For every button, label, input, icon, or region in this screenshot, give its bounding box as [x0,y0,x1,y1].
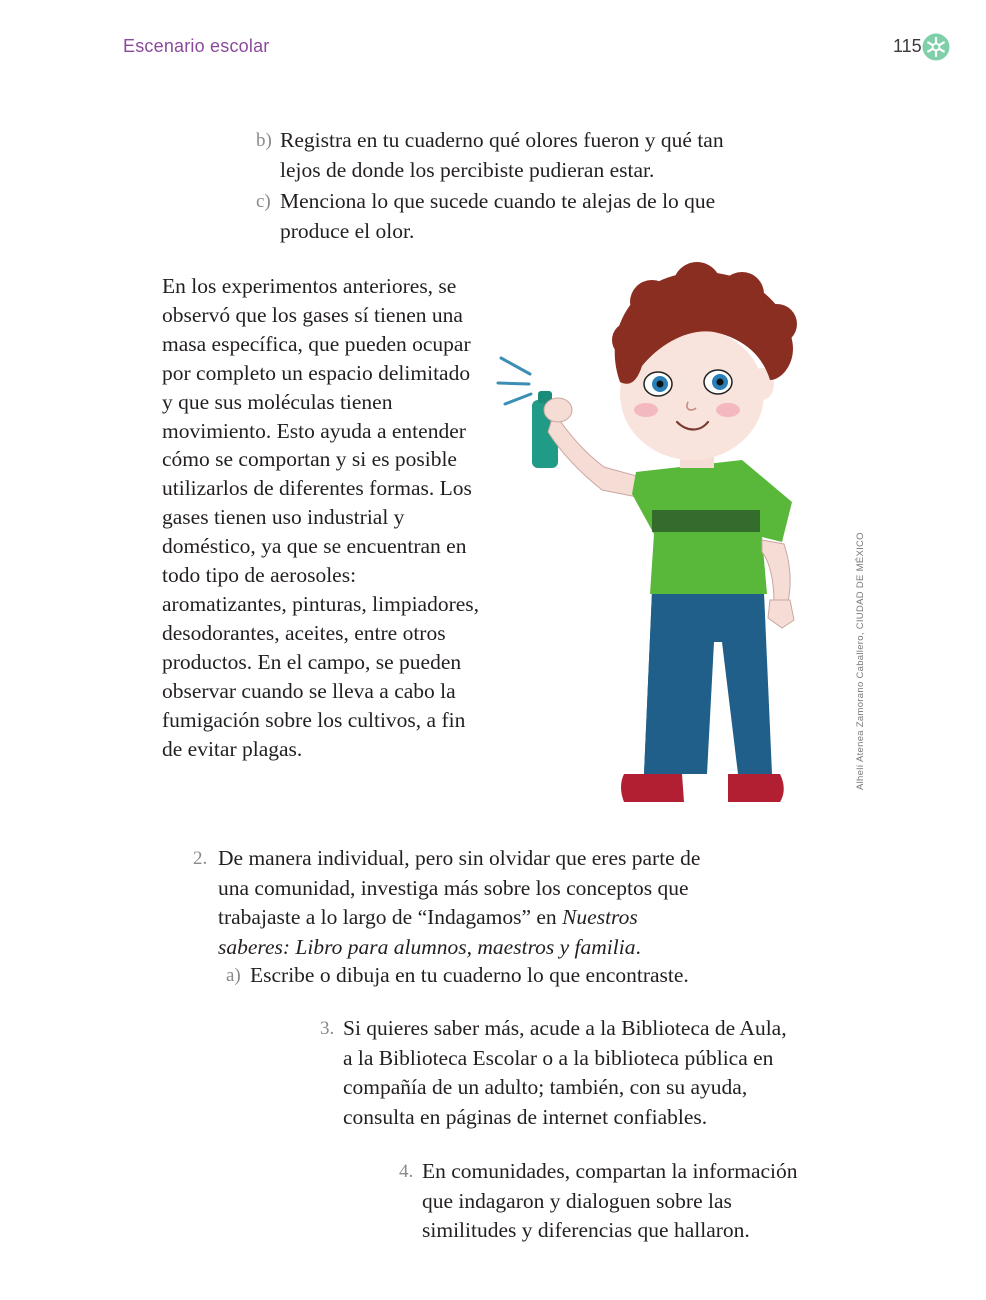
list-item-text: Registra en tu cuaderno qué olores fueron y qué tan lejos de donde los percibiste pudieran estar. [280,128,724,182]
list-item-text: Menciona lo que sucede cuando te alejas de lo que produce el olor. [280,189,716,243]
body-paragraph: En los experimentos anteriores, se observó que los gases sí tienen una masa específica, que pueden ocupar por completo un espacio delimitado y que sus moléculas tienen movimiento. Esto ayuda a entender cómo se comportan y si es posible utilizarlos de diferentes formas. Los gases tienen uso industrial y doméstico, ya que se encuentran en todo tipo de aerosoles: aromatizantes, pinturas, limpiadores, desodorantes, aceites, entre otros productos. En el campo, se pueden observar cuando se lleva a cabo la fumigación sobre los cultivos, a fin de evitar plagas. [162,274,480,761]
page-number: 115 [893,36,922,56]
list-item-text [193,844,703,962]
book-title: Nuestros saberes: Libro para alumnos, maestros y familia [218,905,638,959]
list-item-2a [226,961,726,991]
item2-text-regular: De manera individual, pero sin olvidar que eres parte de una comunidad, investiga más sobre los conceptos que trabajaste a lo largo de “Indagamos” en [218,846,701,929]
list-marker: 3. [320,1018,335,1039]
illustration-credit: Alhelí Atenea Zamorano Caballero, CIUDAD DE MÉXICO [855,532,866,790]
boy-with-spray-can-illustration [492,262,822,807]
snowflake-gear-icon [922,33,950,61]
list-item-text: Escribe o dibuja en tu cuaderno lo que encontraste. [250,963,689,987]
list-item-text: En comunidades, compartan la información que indagaron y dialoguen sobre las similitudes y diferencias que hallaron. [422,1159,798,1242]
list-item-c [256,187,726,246]
list-marker: 4. [399,1161,414,1182]
list-item-2 [193,844,703,962]
list-marker: c) [256,191,271,212]
list-item-b [256,126,726,185]
list-item-4 [399,1157,819,1246]
item2-text-end: . [635,934,641,959]
list-marker: a) [226,965,241,986]
list-item-text: Si quieres saber más, acude a la Biblioteca de Aula, a la Biblioteca Escolar o a la biblioteca pública en compañía de un adulto; también, con su ayuda, consulta en páginas de internet confiables. [343,1016,787,1129]
list-item-3 [320,1014,790,1132]
list-marker: b) [256,130,272,151]
section-title: Escenario escolar [123,36,270,56]
list-marker: 2. [193,848,208,869]
